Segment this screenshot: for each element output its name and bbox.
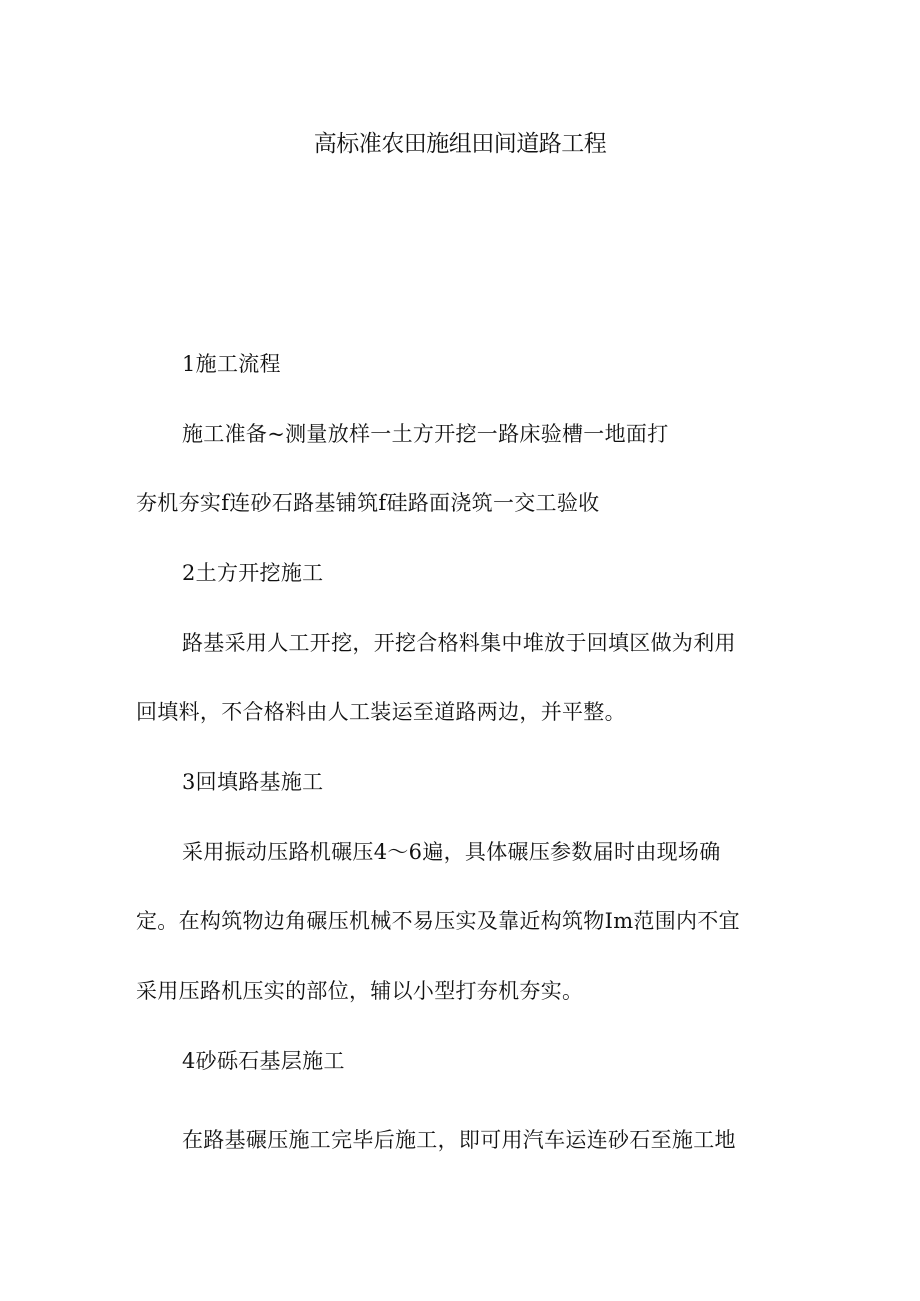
paragraph-line: 采用压路机压实的部位，辅以小型打夯机夯实。 bbox=[136, 979, 584, 1003]
section-heading-2: 2土方开挖施工 bbox=[182, 561, 324, 585]
paragraph-line: 回填料，不合格料由人工装运至道路两边，并平整。 bbox=[136, 700, 626, 724]
paragraph-line: 施工准备~测量放样一土方开挖一路床验槽一地面打 bbox=[182, 422, 669, 446]
paragraph-line: 定。在构筑物边角碾压机械不易压实及靠近构筑物Im范围内不宜 bbox=[136, 909, 740, 933]
section-heading-1: 1施工流程 bbox=[182, 352, 281, 376]
paragraph-line: 在路基碾压施工完毕后施工，即可用汽车运连砂石至施工地 bbox=[182, 1128, 736, 1152]
section-heading-4: 4砂砾石基层施工 bbox=[182, 1049, 345, 1073]
paragraph-line: 采用振动压路机碾压4～6遍，具体碾压参数届时由现场确 bbox=[182, 840, 721, 864]
paragraph-line: 夯机夯实f连砂石路基铺筑f硅路面浇筑一交工验收 bbox=[136, 491, 600, 515]
section-heading-3: 3回填路基施工 bbox=[182, 770, 324, 794]
document-title: 高标准农田施组田间道路工程 bbox=[313, 131, 607, 157]
paragraph-line: 路基采用人工开挖，开挖合格料集中堆放于回填区做为利用 bbox=[182, 631, 736, 655]
